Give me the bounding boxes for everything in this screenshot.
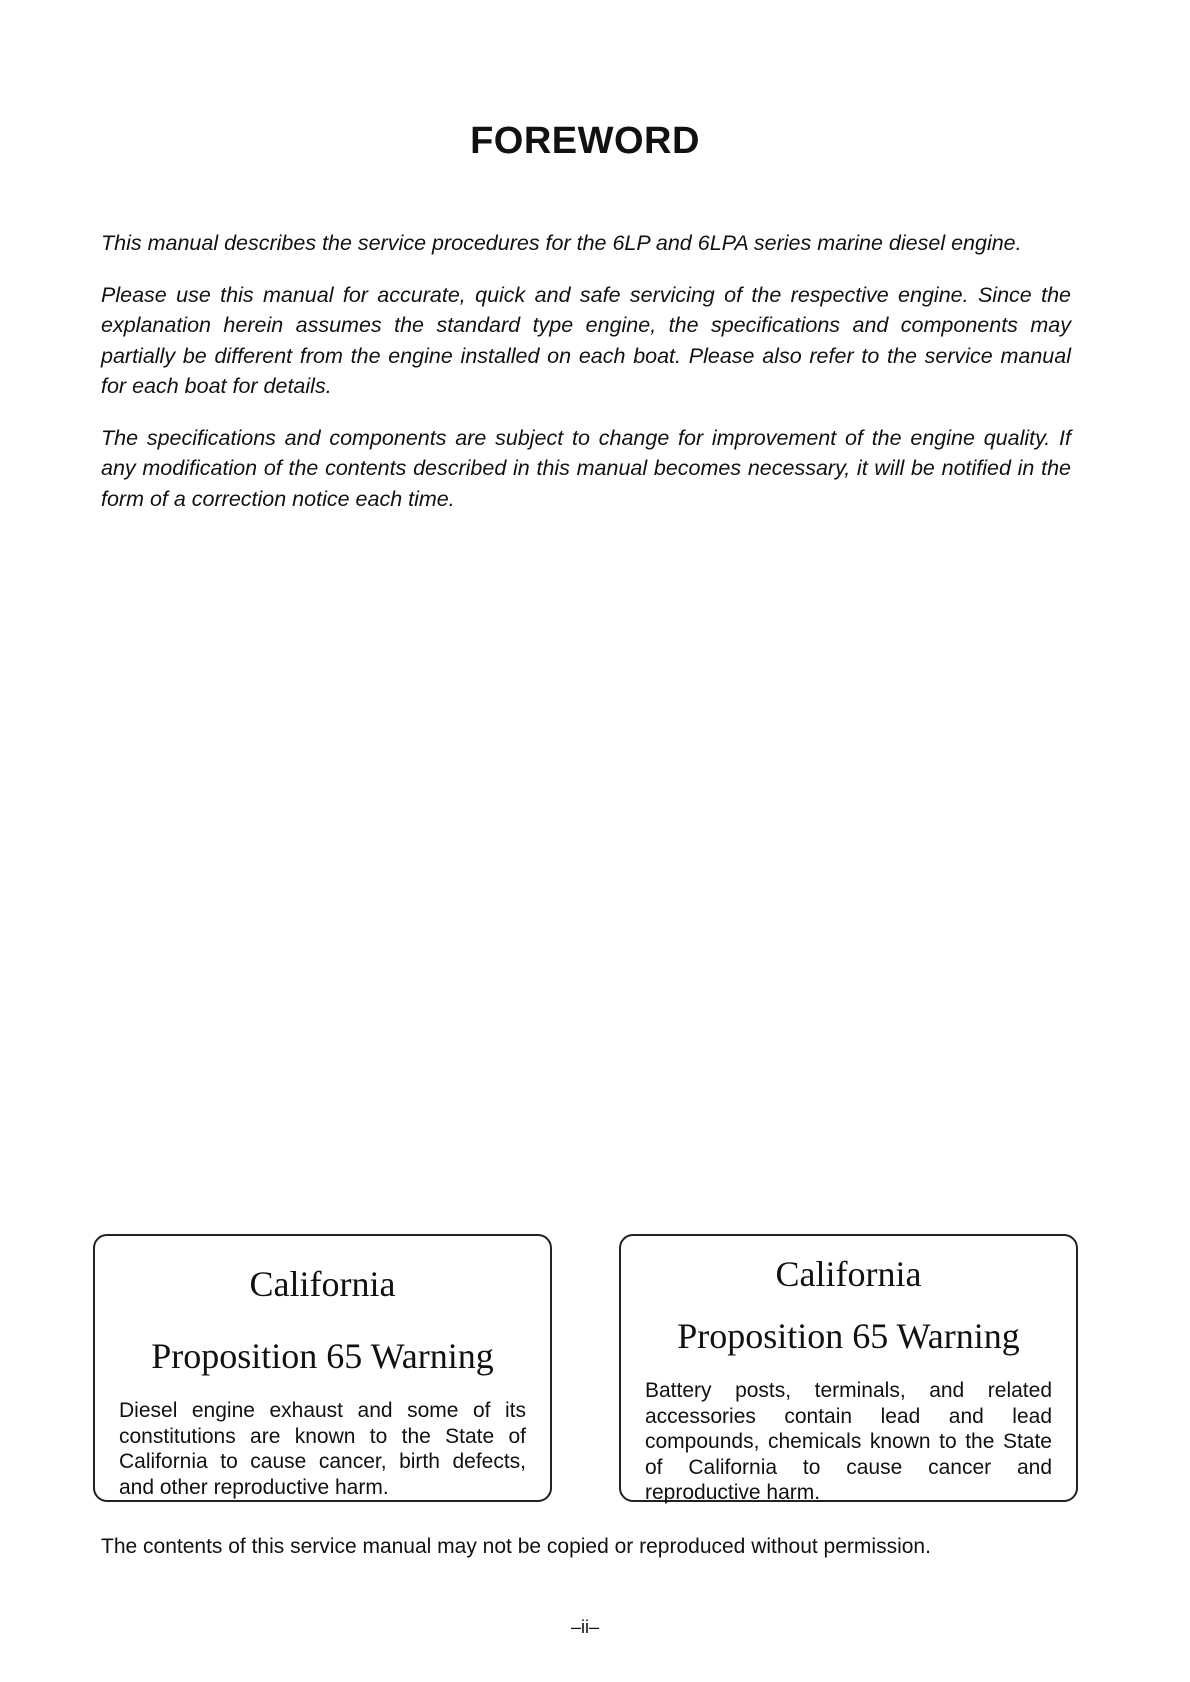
- page-title: FOREWORD: [470, 120, 700, 162]
- prop65-warning-box-exhaust: [93, 1234, 552, 1502]
- page-number: –ii–: [570, 1617, 600, 1637]
- intro-section: [101, 228, 1071, 535]
- warning-heading-title: Proposition 65 Warning: [677, 1316, 1020, 1356]
- intro-paragraph-1: This manual describes the service procedures for the 6LP and 6LPA series marine diesel engine.: [101, 231, 1022, 255]
- warning-body: Battery posts, terminals, and related accessories contain lead and lead compounds, chemicals known to the State of California to cause cancer and reproductive harm.: [645, 1379, 1052, 1504]
- warning-body: Diesel engine exhaust and some of its constitutions are known to the State of California to cause cancer, birth defects, and other reproductive harm.: [119, 1399, 526, 1499]
- intro-paragraph-2: Please use this manual for accurate, quick and safe servicing of the respective engine. Since the explanation herein assumes the standard type engine, the specifications and components may partially be different from the engine installed on each boat. Please also refer to the service manual for each boat for details.: [101, 282, 1071, 398]
- intro-paragraph-3: The specifications and components are subject to change for improvement of the engine quality. If any modification of the contents described in this manual becomes necessary, it will be notified in the form of a correction notice each time.: [101, 425, 1071, 511]
- warning-heading-state: California: [249, 1264, 396, 1304]
- prop65-warning-box-battery: [619, 1234, 1078, 1502]
- copyright-notice: The contents of this service manual may not be copied or reproduced without permission.: [101, 1535, 931, 1558]
- warning-heading-title: Proposition 65 Warning: [151, 1336, 494, 1376]
- warning-heading-state: California: [775, 1254, 922, 1294]
